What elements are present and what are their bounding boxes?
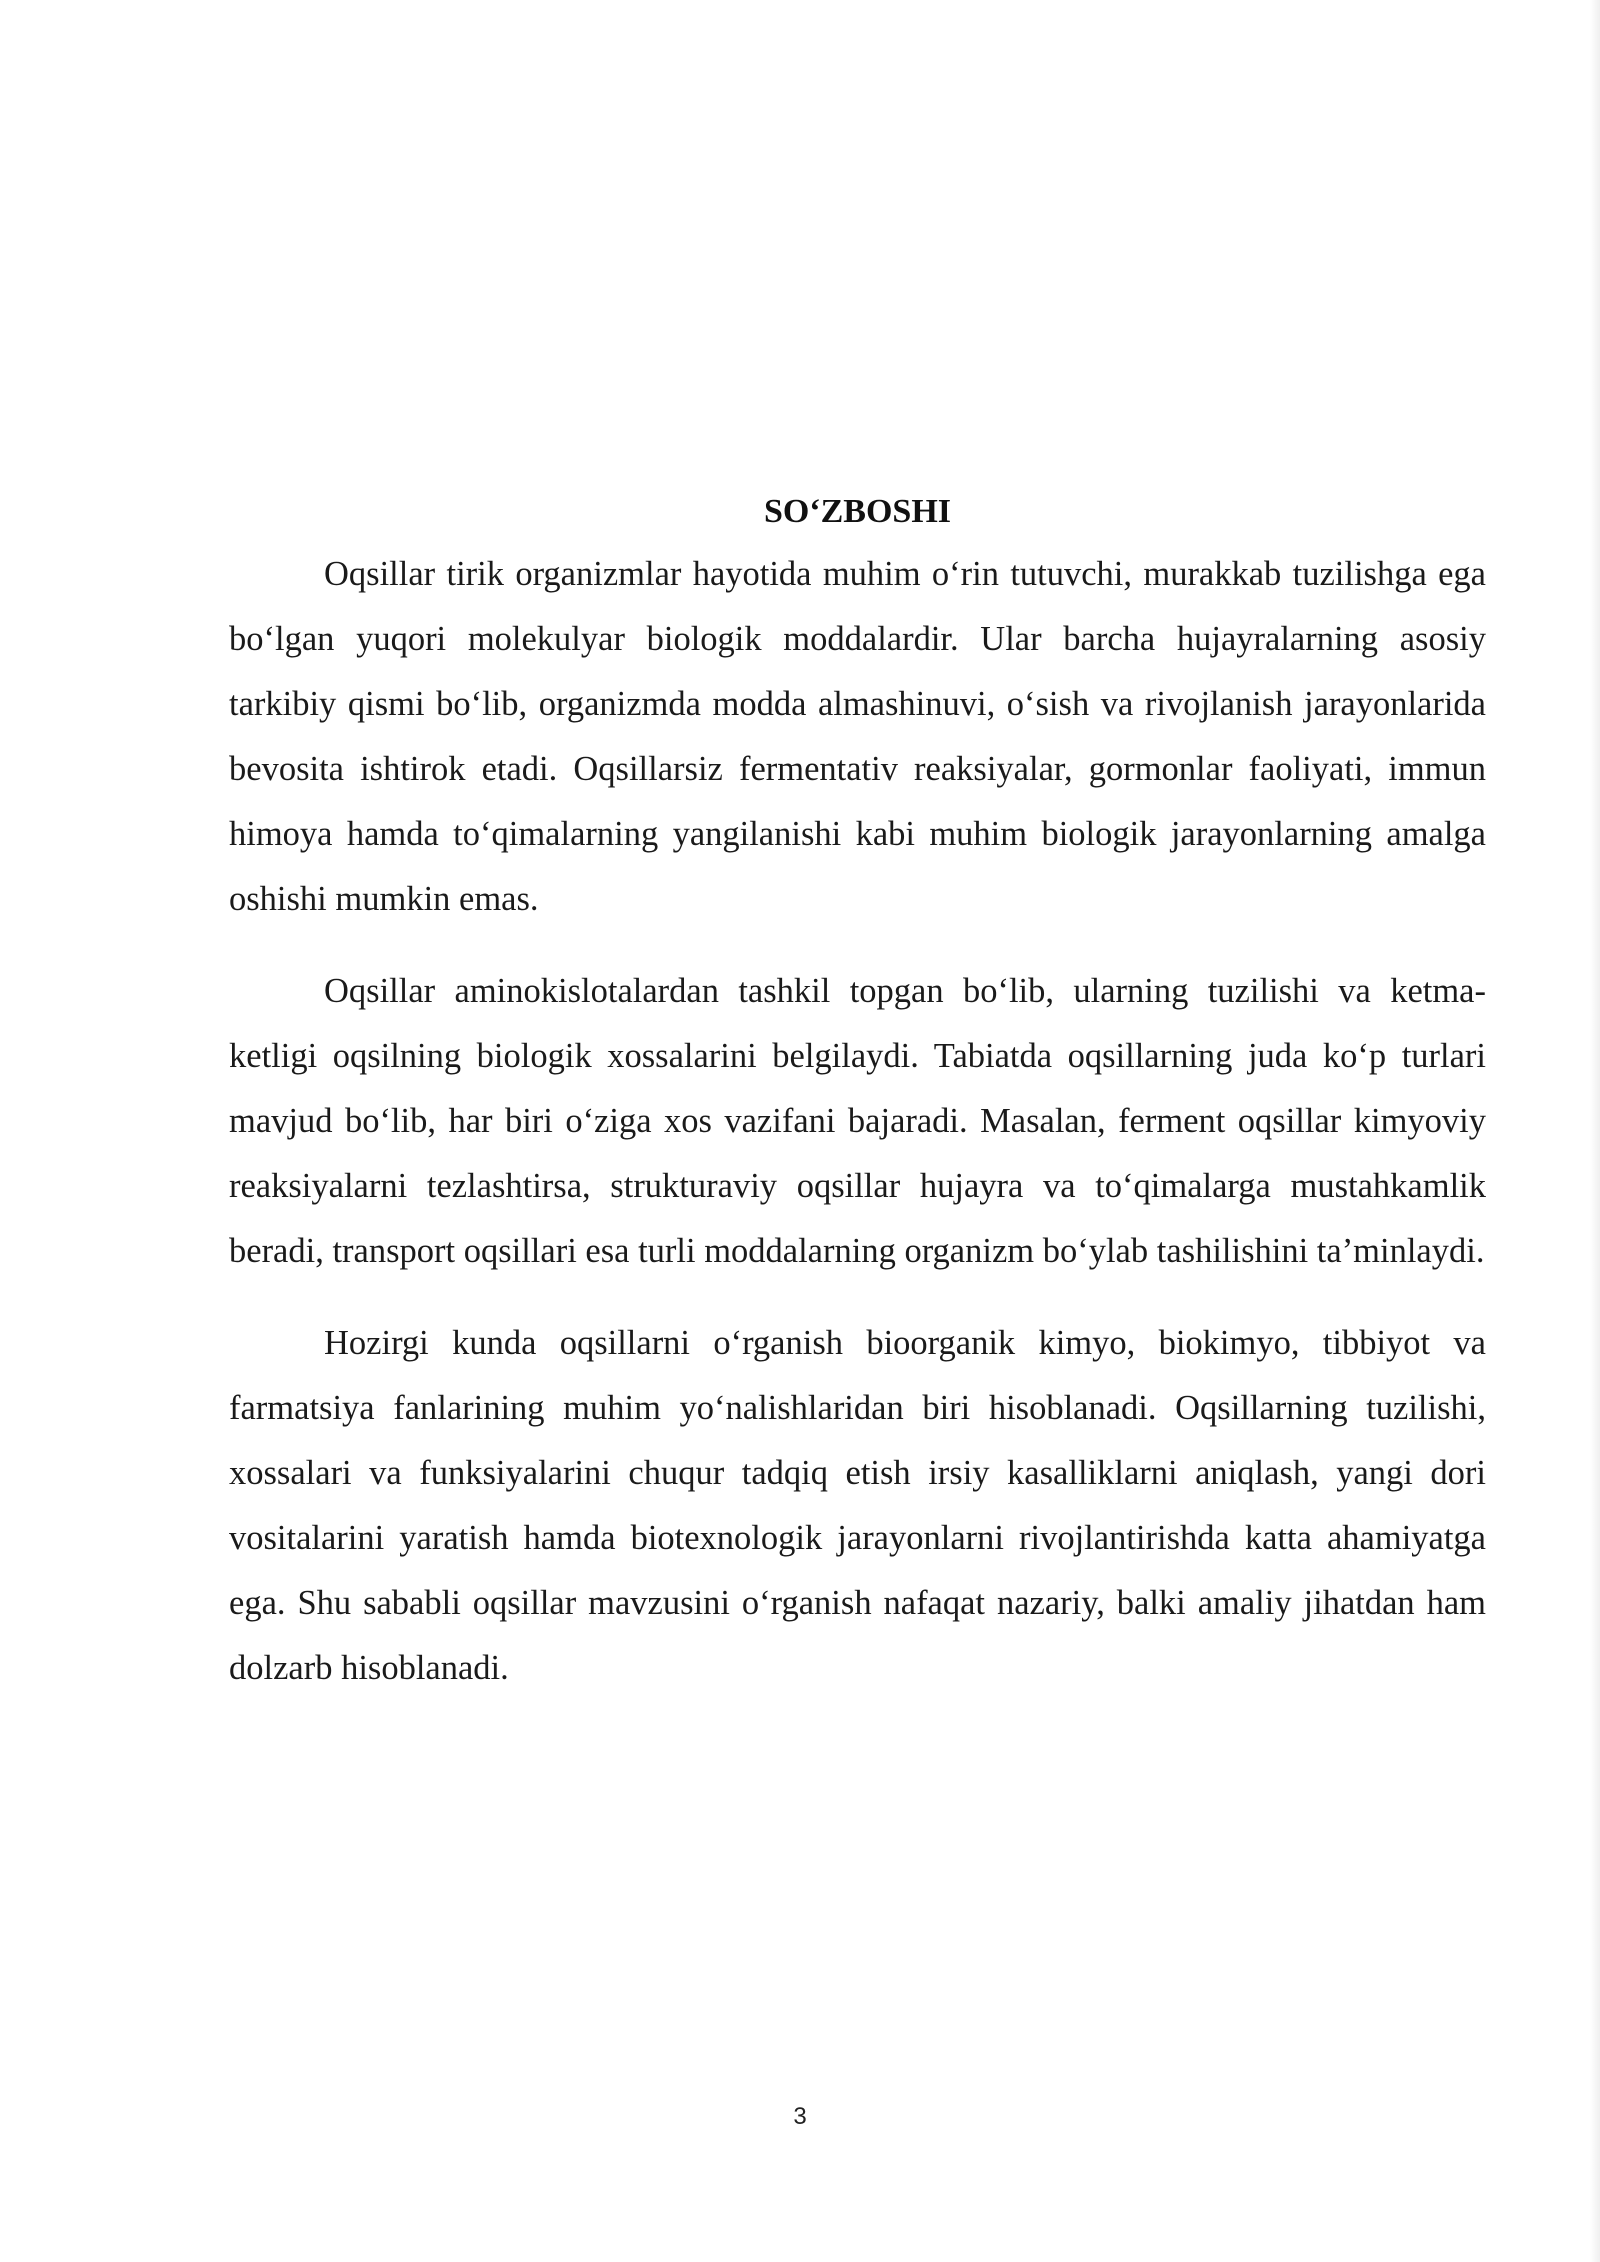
page-number: 3: [793, 2103, 807, 2130]
paragraph-2: Oqsillar aminokislotalardan tashkil topgan bo‘lib, ularning tuzilishi va ketma-ketligi oqsilning biologik xossalarini belgilaydi. Tabiatda oqsillarning juda ko‘p turlari mavjud bo‘lib, har biri o‘ziga xos vazifani bajaradi. Masalan, ferment oqsillar kimyoviy reaksiyalarni tezlashtirsa, strukturaviy oqsillar hujayra va to‘qimalarga mustahkamlik beradi, transport oqsillari esa turli moddalarning organizm bo‘ylab tashilishini ta’minlaydi.: [229, 972, 1486, 1270]
paragraph-1: Oqsillar tirik organizmlar hayotida muhim o‘rin tutuvchi, murakkab tuzilishga ega bo‘lgan yuqori molekulyar biologik moddalardir. Ular barcha hujayralarning asosiy tarkibiy qismi bo‘lib, organizmda modda almashinuvi, o‘sish va rivojlanish jarayonlarida bevosita ishtirok etadi. Oqsillarsiz fermentativ reaksiyalar, gormonlar faoliyati, immun himoya hamda to‘qimalarning yangilanishi kabi muhim biologik jarayonlarning amalga oshishi mumkin emas.: [229, 555, 1486, 918]
page-edge-shadow: [1590, 0, 1600, 2262]
page-content: [229, 486, 1486, 1728]
paragraph-3: Hozirgi kunda oqsillarni o‘rganish bioorganik kimyo, biokimyo, tibbiyot va farmatsiya fanlarining muhim yo‘nalishlaridan biri hisoblanadi. Oqsillarning tuzilishi, xossalari va funksiyalarini chuqur tadqiq etish irsiy kasalliklarni aniqlash, yangi dori vositalarini yaratish hamda biotexnologik jarayonlarni rivojlantirishda katta ahamiyatga ega. Shu sababli oqsillar mavzusini o‘rganish nafaqat nazariy, balki amaliy jihatdan ham dolzarb hisoblanadi.: [229, 1324, 1486, 1687]
page-title: SO‘ZBOSHI: [763, 493, 952, 530]
